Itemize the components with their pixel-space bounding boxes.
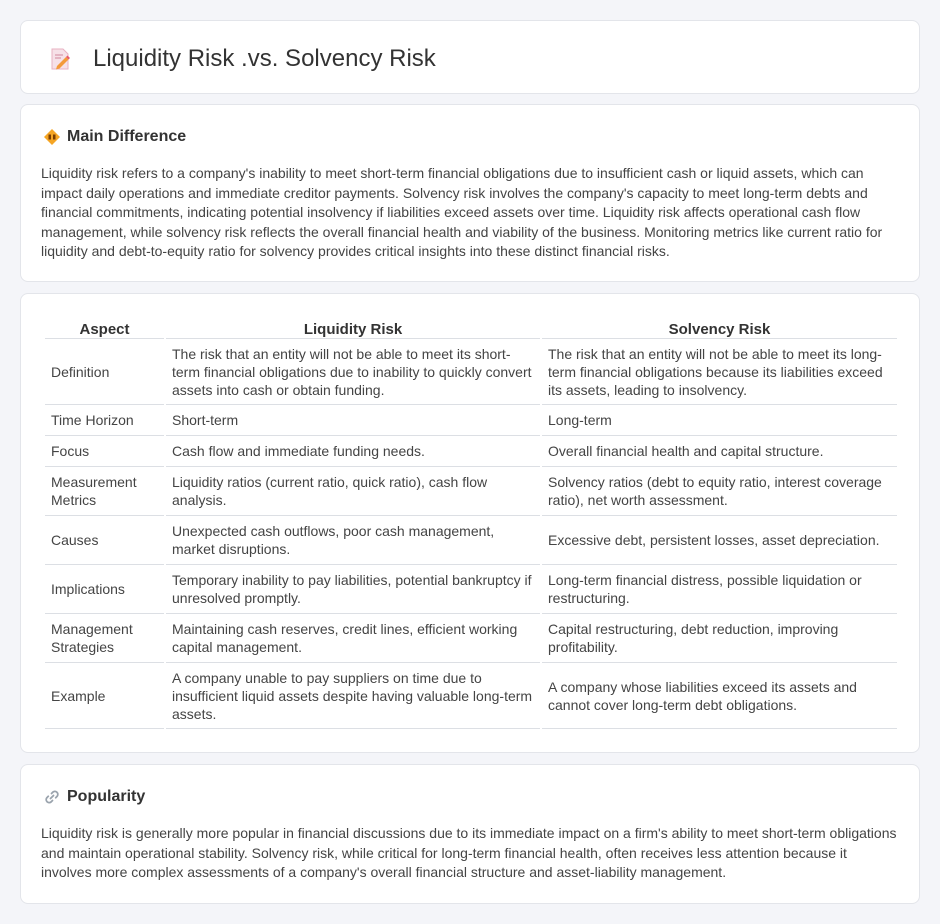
main-difference-heading: Main Difference [67,128,187,145]
comparison-card [20,293,920,753]
diamond-warning-icon [43,128,61,146]
aspect-cell: Example [45,663,164,729]
solvency-cell: Overall financial health and capital structure. [542,436,897,467]
main-difference-card [20,104,920,282]
table-row [45,516,897,565]
aspect-cell: Definition [45,339,164,405]
liquidity-cell: A company unable to pay suppliers on time due to insufficient liquid assets despite having valuable long-term assets. [166,663,540,729]
aspect-cell: Management Strategies [45,614,164,663]
aspect-cell: Causes [45,516,164,565]
table-row [45,339,897,405]
header-card [20,20,920,94]
table-row [45,467,897,516]
liquidity-cell: Maintaining cash reserves, credit lines, efficient working capital management. [166,614,540,663]
solvency-cell: Long-term financial distress, possible liquidation or restructuring. [542,565,897,614]
aspect-cell: Time Horizon [45,405,164,436]
liquidity-cell: Cash flow and immediate funding needs. [166,436,540,467]
comparison-table [43,316,899,729]
table-row [45,663,897,729]
table-header-row [45,316,897,339]
liquidity-cell: Short-term [166,405,540,436]
main-difference-text: Liquidity risk refers to a company's inability to meet short-term financial obligations due to insufficient cash or liquid assets, which can impact daily operations and immediate creditor payments. Solvency risk involves the company's capacity to meet long-term debts and financial commitments, indicating potential insolvency if liabilities exceed assets over time. Liquidity risk affects operational cash flow management, while solvency risk reflects the overall financial health and viability of the business. Monitoring metrics like current ratio for liquidity and debt-to-equity ratio for solvency provides critical insights into these distinct financial risks. [41,165,883,259]
table-row [45,405,897,436]
document-edit-icon [49,47,71,71]
aspect-cell: Focus [45,436,164,467]
column-header-liquidity: Liquidity Risk [166,316,540,339]
aspect-cell: Implications [45,565,164,614]
liquidity-cell: Unexpected cash outflows, poor cash management, market disruptions. [166,516,540,565]
link-icon [43,788,61,806]
aspect-cell: Measurement Metrics [45,467,164,516]
solvency-cell: Capital restructuring, debt reduction, improving profitability. [542,614,897,663]
table-row [45,565,897,614]
solvency-cell: The risk that an entity will not be able to meet its long-term financial obligations because its liabilities exceed its assets, leading to insolvency. [542,339,897,405]
page-title: Liquidity Risk .vs. Solvency Risk [93,45,436,72]
popularity-card [20,764,920,904]
column-header-solvency: Solvency Risk [542,316,897,339]
solvency-cell: Solvency ratios (debt to equity ratio, interest coverage ratio), net worth assessment. [542,467,897,516]
liquidity-cell: Liquidity ratios (current ratio, quick ratio), cash flow analysis. [166,467,540,516]
column-header-aspect: Aspect [45,316,164,339]
solvency-cell: Long-term [542,405,897,436]
solvency-cell: Excessive debt, persistent losses, asset depreciation. [542,516,897,565]
table-row [45,614,897,663]
popularity-text: Liquidity risk is generally more popular in financial discussions due to its immediate impact on a firm's ability to meet short-term obligations and maintain operational stability. Solvency risk, while critical for long-term financial health, often receives less attention because it involves more complex assessments of a company's overall financial structure and asset-liability management. [41,825,897,880]
table-row [45,436,897,467]
solvency-cell: A company whose liabilities exceed its assets and cannot cover long-term debt obligations. [542,663,897,729]
popularity-heading: Popularity [67,788,146,805]
liquidity-cell: The risk that an entity will not be able to meet its short-term financial obligations due to inability to quickly convert assets into cash or obtain funding. [166,339,540,405]
liquidity-cell: Temporary inability to pay liabilities, potential bankruptcy if unresolved promptly. [166,565,540,614]
